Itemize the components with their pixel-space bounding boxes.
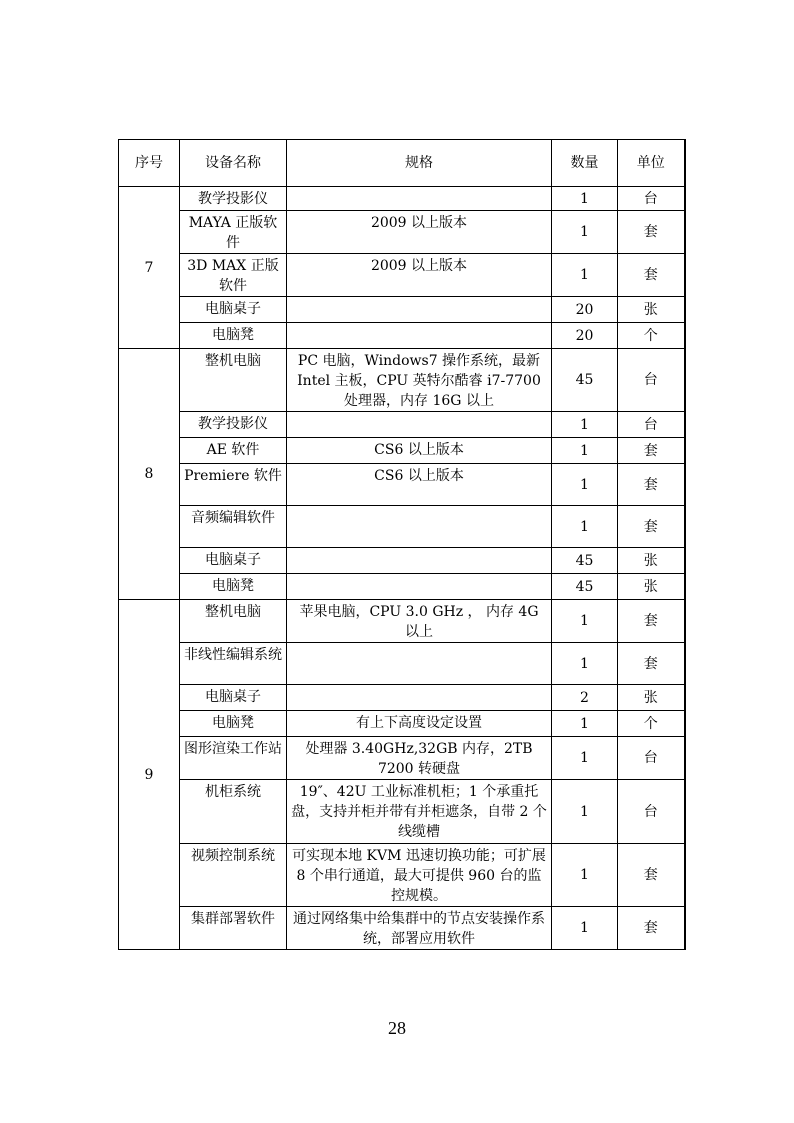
table-row bbox=[119, 438, 685, 464]
quantity-cell: 1 bbox=[552, 254, 618, 297]
specification-cell: 2009 以上版本 bbox=[287, 254, 552, 297]
device-name-cell: 电脑凳 bbox=[180, 574, 287, 600]
device-name-cell: 整机电脑 bbox=[180, 349, 287, 412]
table-row bbox=[119, 349, 685, 412]
device-name-cell: 电脑桌子 bbox=[180, 548, 287, 574]
device-name-cell: 视频控制系统 bbox=[180, 844, 287, 907]
unit-cell: 套 bbox=[618, 506, 685, 548]
unit-cell: 台 bbox=[618, 187, 685, 211]
table-row bbox=[119, 464, 685, 506]
device-name-cell: 电脑桌子 bbox=[180, 297, 287, 323]
unit-cell: 张 bbox=[618, 685, 685, 711]
unit-cell: 套 bbox=[618, 907, 685, 950]
table-row bbox=[119, 643, 685, 685]
device-name-cell: 电脑凳 bbox=[180, 711, 287, 737]
quantity-cell: 45 bbox=[552, 574, 618, 600]
quantity-cell: 1 bbox=[552, 438, 618, 464]
device-name-cell: AE 软件 bbox=[180, 438, 287, 464]
table-header-row bbox=[119, 140, 685, 187]
device-name-cell: 音频编辑软件 bbox=[180, 506, 287, 548]
serial-no-cell: 8 bbox=[119, 349, 180, 600]
unit-cell: 套 bbox=[618, 211, 685, 254]
quantity-cell: 1 bbox=[552, 780, 618, 844]
specification-cell bbox=[287, 643, 552, 685]
table-row bbox=[119, 907, 685, 950]
device-name-cell: 非线性编辑系统 bbox=[180, 643, 287, 685]
quantity-cell: 1 bbox=[552, 506, 618, 548]
quantity-cell: 20 bbox=[552, 323, 618, 349]
quantity-cell: 1 bbox=[552, 907, 618, 950]
specification-cell: CS6 以上版本 bbox=[287, 464, 552, 506]
device-name-cell: 电脑桌子 bbox=[180, 685, 287, 711]
device-name-cell: 3D MAX 正版软件 bbox=[180, 254, 287, 297]
unit-cell: 套 bbox=[618, 844, 685, 907]
quantity-cell: 1 bbox=[552, 211, 618, 254]
table-row bbox=[119, 187, 685, 211]
quantity-cell: 1 bbox=[552, 844, 618, 907]
device-name-cell: 电脑凳 bbox=[180, 323, 287, 349]
device-name-cell: MAYA 正版软件 bbox=[180, 211, 287, 254]
specification-cell bbox=[287, 574, 552, 600]
header-device-name: 设备名称 bbox=[180, 140, 287, 187]
unit-cell: 张 bbox=[618, 574, 685, 600]
table-row bbox=[119, 780, 685, 844]
device-name-cell: 整机电脑 bbox=[180, 600, 287, 643]
device-name-cell: 教学投影仪 bbox=[180, 412, 287, 438]
unit-cell: 套 bbox=[618, 600, 685, 643]
quantity-cell: 45 bbox=[552, 349, 618, 412]
specification-cell: PC 电脑，Windows7 操作系统，最新 Intel 主板，CPU 英特尔酷睿 i7-7700 处理器，内存 16G 以上 bbox=[287, 349, 552, 412]
table-row bbox=[119, 254, 685, 297]
equipment-table bbox=[118, 139, 686, 950]
unit-cell: 台 bbox=[618, 412, 685, 438]
table-row bbox=[119, 506, 685, 548]
unit-cell: 个 bbox=[618, 323, 685, 349]
quantity-cell: 1 bbox=[552, 737, 618, 780]
table-row bbox=[119, 711, 685, 737]
table-row bbox=[119, 600, 685, 643]
specification-cell: 有上下高度设定设置 bbox=[287, 711, 552, 737]
specification-cell bbox=[287, 506, 552, 548]
device-name-cell: 教学投影仪 bbox=[180, 187, 287, 211]
specification-cell bbox=[287, 297, 552, 323]
specification-cell: 苹果电脑，CPU 3.0 GHz ， 内存 4G 以上 bbox=[287, 600, 552, 643]
table-row bbox=[119, 412, 685, 438]
quantity-cell: 1 bbox=[552, 464, 618, 506]
unit-cell: 个 bbox=[618, 711, 685, 737]
unit-cell: 张 bbox=[618, 548, 685, 574]
table-row bbox=[119, 574, 685, 600]
specification-cell bbox=[287, 548, 552, 574]
unit-cell: 台 bbox=[618, 780, 685, 844]
page-number: 28 bbox=[388, 1018, 406, 1038]
quantity-cell: 1 bbox=[552, 412, 618, 438]
unit-cell: 台 bbox=[618, 349, 685, 412]
table-row bbox=[119, 211, 685, 254]
specification-cell bbox=[287, 323, 552, 349]
specification-cell: 处理器 3.40GHz,32GB 内存，2TB 7200 转硬盘 bbox=[287, 737, 552, 780]
device-name-cell: Premiere 软件 bbox=[180, 464, 287, 506]
quantity-cell: 1 bbox=[552, 187, 618, 211]
table-row bbox=[119, 844, 685, 907]
unit-cell: 套 bbox=[618, 464, 685, 506]
header-specification: 规格 bbox=[287, 140, 552, 187]
quantity-cell: 45 bbox=[552, 548, 618, 574]
specification-cell bbox=[287, 412, 552, 438]
device-name-cell: 机柜系统 bbox=[180, 780, 287, 844]
unit-cell: 台 bbox=[618, 737, 685, 780]
specification-cell: 通过网络集中给集群中的节点安装操作系统，部署应用软件 bbox=[287, 907, 552, 950]
specification-cell bbox=[287, 685, 552, 711]
specification-cell: 可实现本地 KVM 迅速切换功能；可扩展 8 个串行通道，最大可提供 960 台的监控规模。 bbox=[287, 844, 552, 907]
unit-cell: 套 bbox=[618, 438, 685, 464]
header-quantity: 数量 bbox=[552, 140, 618, 187]
quantity-cell: 1 bbox=[552, 600, 618, 643]
table-row bbox=[119, 297, 685, 323]
header-serial-no: 序号 bbox=[119, 140, 180, 187]
serial-no-cell: 7 bbox=[119, 187, 180, 349]
specification-cell: CS6 以上版本 bbox=[287, 438, 552, 464]
header-unit: 单位 bbox=[618, 140, 685, 187]
table-body bbox=[119, 187, 685, 950]
table-row bbox=[119, 685, 685, 711]
unit-cell: 套 bbox=[618, 254, 685, 297]
unit-cell: 套 bbox=[618, 643, 685, 685]
specification-cell: 2009 以上版本 bbox=[287, 211, 552, 254]
device-name-cell: 图形渲染工作站 bbox=[180, 737, 287, 780]
quantity-cell: 20 bbox=[552, 297, 618, 323]
quantity-cell: 1 bbox=[552, 643, 618, 685]
device-name-cell: 集群部署软件 bbox=[180, 907, 287, 950]
quantity-cell: 1 bbox=[552, 711, 618, 737]
table-row bbox=[119, 323, 685, 349]
unit-cell: 张 bbox=[618, 297, 685, 323]
table-row bbox=[119, 737, 685, 780]
table-row bbox=[119, 548, 685, 574]
specification-cell: 19″、42U 工业标准机柜；1 个承重托盘，支持并柜并带有并柜遮条，自带 2 个线缆槽 bbox=[287, 780, 552, 844]
specification-cell bbox=[287, 187, 552, 211]
serial-no-cell: 9 bbox=[119, 600, 180, 950]
quantity-cell: 2 bbox=[552, 685, 618, 711]
